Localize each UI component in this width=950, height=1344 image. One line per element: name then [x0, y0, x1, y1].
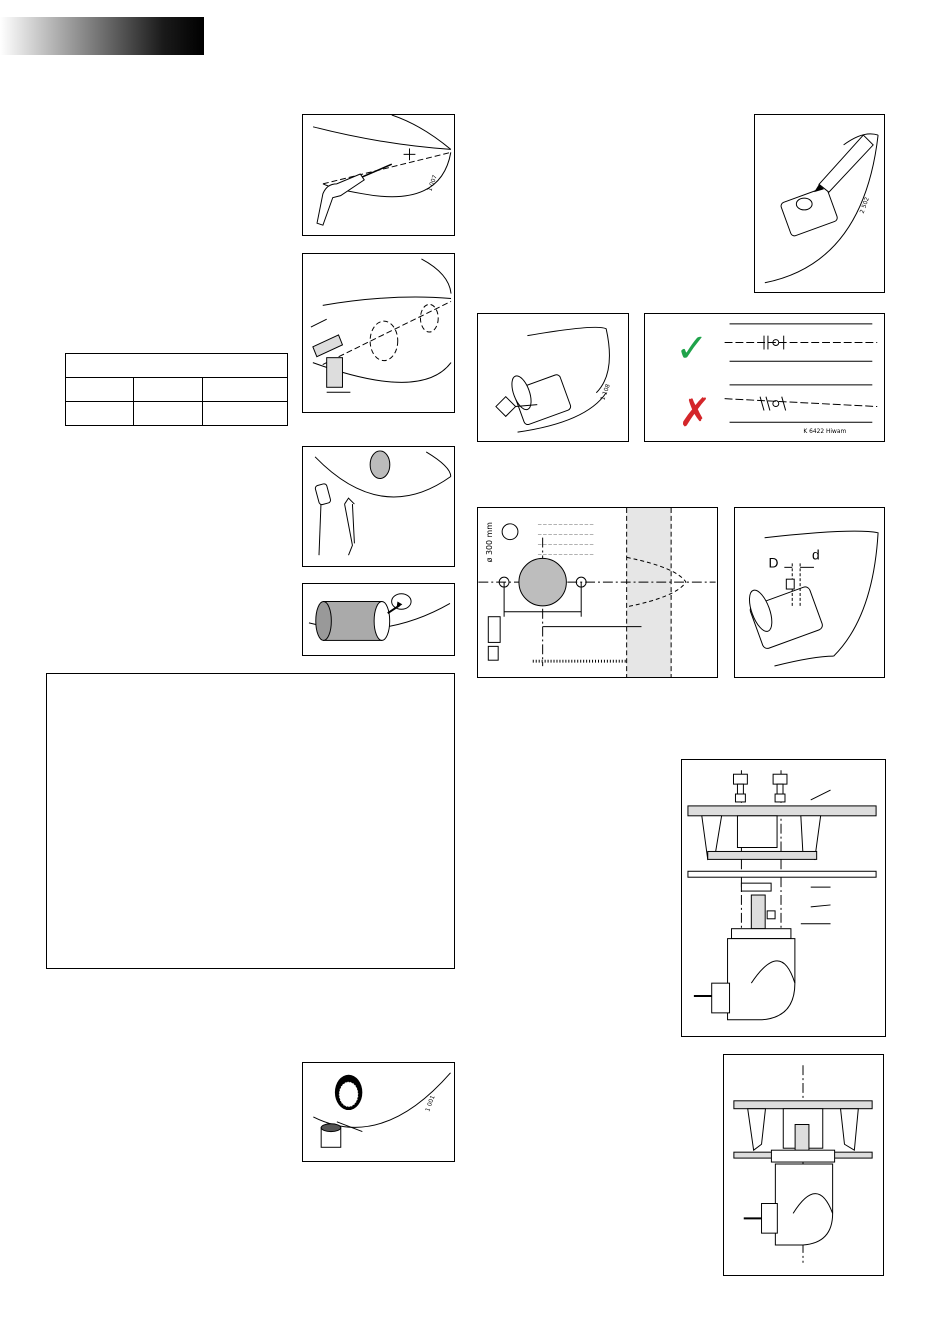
svg-text:— — — — — — — — — — —: — — — — — — — — — — — — [537, 541, 594, 547]
figure-code: 1 108 — [600, 383, 612, 402]
figure-deburring — [302, 446, 455, 567]
figure-assembly-exploded — [681, 759, 886, 1037]
figure-drilling — [302, 114, 455, 236]
spec-table — [65, 353, 288, 426]
figure-pen-marking — [754, 114, 885, 293]
figure-sealant — [302, 1062, 455, 1162]
notes-box — [46, 673, 455, 969]
figure-code: K 6422 Hiwam — [803, 429, 847, 436]
figure-code: 2 502 — [859, 196, 871, 215]
label-d: d — [811, 546, 820, 563]
figure-assembly-mounted — [723, 1054, 884, 1276]
label-D: D — [768, 554, 779, 571]
svg-text:— — — — — — — — — — —: — — — — — — — — — — — — [537, 531, 594, 537]
svg-text:— — — — — — — — — — —: — — — — — — — — — — — — [537, 521, 594, 527]
figure-alignment-check — [644, 313, 885, 442]
svg-text:— — — — — — — — — — —: — — — — — — — — — — — — [537, 551, 594, 557]
header-gradient-bar — [0, 17, 204, 55]
check-icon: ✓ — [675, 325, 709, 372]
figure-pipe-insertion — [302, 583, 455, 656]
figure-code: 1 001 — [425, 1094, 437, 1113]
cross-icon: ✗ — [678, 390, 712, 437]
figure-drilling-template — [477, 507, 718, 678]
figure-marking-circles — [302, 253, 455, 413]
figure-code: 1 007 — [427, 174, 439, 193]
figure-template-pipe — [477, 313, 629, 442]
diameter-label: ø 300 mm — [485, 522, 495, 563]
figure-offset-dimensions — [734, 507, 885, 678]
